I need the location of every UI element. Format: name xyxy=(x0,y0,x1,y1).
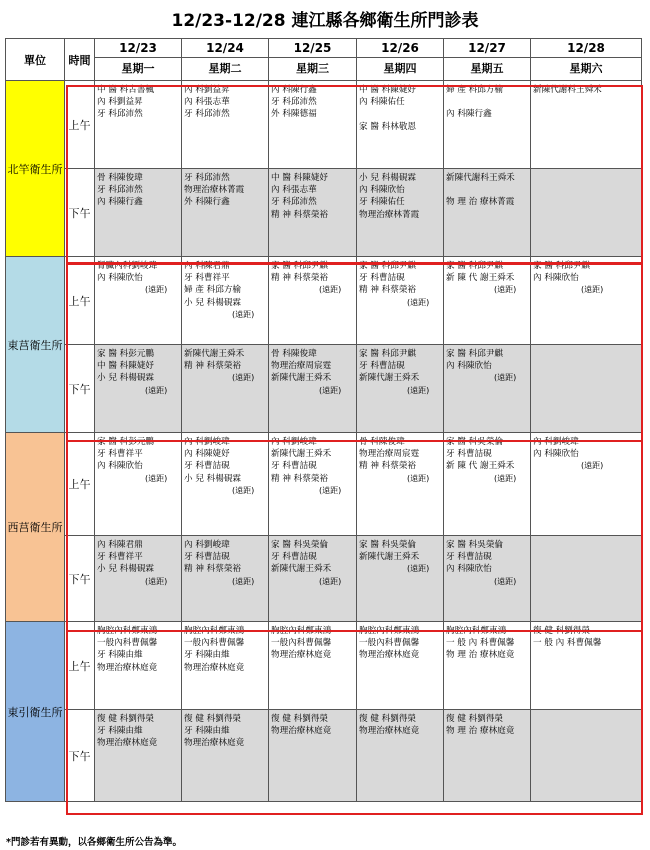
doctor-entry: 家 醫 科邱尹麒 xyxy=(271,261,329,271)
doctor-entry: 復 健 科劉得榮 xyxy=(184,714,242,724)
clinic-slot-cell xyxy=(269,536,357,622)
doctor-entry: 新陳代謝王舜禾 xyxy=(271,373,332,384)
doctor-entry: 牙 科曹詰硯 xyxy=(359,273,405,284)
doctor-entry: 精 神 科蔡榮裕 xyxy=(359,461,417,472)
doctor-entry: 新 陳 代 謝王舜禾 xyxy=(446,461,515,472)
doctor-entry: 物理治療林菁霞 xyxy=(184,185,245,196)
doctor-entry xyxy=(446,96,529,108)
doctor-entry: 家 醫 科邱尹麒 xyxy=(359,261,417,271)
schedule-row xyxy=(6,169,642,257)
doctor-entry: 物理治療林庭竟 xyxy=(271,726,332,737)
doctor-entry: 牙 科曹祥平 xyxy=(97,449,143,460)
clinic-slot-cell xyxy=(357,622,444,710)
doctor-entry: 牙 科陳佑任 xyxy=(359,197,405,208)
doctor-entry: 精 神 科蔡榮裕 xyxy=(271,273,329,284)
remote-note: (遠距) xyxy=(145,385,168,395)
doctor-entry: 精 神 科蔡榮裕 xyxy=(184,361,242,372)
doctor-entry: 內 科劉益昇 xyxy=(184,85,230,95)
doctor-entry: 內 科陳欣怡 xyxy=(446,564,492,575)
doctor-entry: 復 健 科劉得榮 xyxy=(446,714,504,724)
remote-note: (遠距) xyxy=(319,385,342,395)
doctor-entry: 精 神 科蔡榮裕 xyxy=(271,209,329,220)
unit-header: 單位 xyxy=(6,39,65,81)
doctor-entry: 胸腔內科鄭東鴻 xyxy=(184,626,245,636)
clinic-slot-cell xyxy=(95,433,182,536)
clinic-slot-cell xyxy=(444,81,531,169)
session-time-cell: 下午 xyxy=(65,345,95,433)
weekday-header: 星期五 xyxy=(444,58,531,81)
doctor-entry: 家 醫 科林敬恩 xyxy=(359,121,417,132)
clinic-slot-cell xyxy=(95,710,182,802)
doctor-entry: 新陳代謝王舜禾 xyxy=(359,373,420,384)
doctor-entry: 新陳代謝王舜禾 xyxy=(359,552,420,563)
doctor-entry: 物理治療林庭竟 xyxy=(359,726,420,737)
clinic-slot-cell xyxy=(182,169,269,257)
weekday-header: 星期一 xyxy=(95,58,182,81)
date-header: 12/25 xyxy=(269,39,357,58)
doctor-entry: 小 兒 科楊硯霖 xyxy=(97,373,155,384)
doctor-entry: 一般內科曹佩馨 xyxy=(271,638,332,649)
schedule-row xyxy=(6,345,642,433)
doctor-entry: 內 科張志華 xyxy=(271,185,317,196)
unit-name-cell: 東引衛生所 xyxy=(6,622,65,802)
clinic-slot-cell xyxy=(269,169,357,257)
unit-name-cell: 東莒衛生所 xyxy=(6,257,65,433)
remote-note: (遠距) xyxy=(581,285,604,295)
doctor-entry: 牙 科邱沛然 xyxy=(271,197,317,208)
doctor-entry: 牙 科陳由維 xyxy=(184,650,230,661)
remote-note: (遠距) xyxy=(581,461,604,471)
doctor-entry: 一般內科曹佩馨 xyxy=(184,638,245,649)
doctor-entry: 內 科陳欣怡 xyxy=(97,273,143,284)
doctor-entry: 內 科陳行鑫 xyxy=(271,85,317,95)
doctor-entry: 牙 科曹詰硯 xyxy=(446,552,492,563)
doctor-entry: 家 醫 科彭元鵬 xyxy=(97,349,155,359)
doctor-entry: 內 科陳欣怡 xyxy=(533,449,579,460)
date-header: 12/24 xyxy=(182,39,269,58)
unit-name-cell: 西莒衛生所 xyxy=(6,433,65,622)
remote-note: (遠距) xyxy=(494,285,517,295)
remote-note: (遠距) xyxy=(232,309,255,319)
doctor-entry: 內 科陳行鑫 xyxy=(97,197,143,208)
doctor-entry: 內 科陳婕妤 xyxy=(184,449,230,460)
doctor-entry: 小 兒 科楊硯霖 xyxy=(184,473,242,484)
doctor-entry: 中 醫 科陳婕妤 xyxy=(97,361,155,372)
doctor-entry: 新陳代謝科王舜禾 xyxy=(446,173,515,183)
doctor-entry: 家 醫 科吳榮倫 xyxy=(446,540,504,550)
doctor-entry: 物理治療林庭竟 xyxy=(359,650,420,661)
clinic-slot-cell xyxy=(531,433,642,536)
clinic-slot-cell xyxy=(269,622,357,710)
doctor-entry: 一般內科曹佩馨 xyxy=(359,638,420,649)
doctor-entry: 內 科劉峻瑋 xyxy=(184,437,230,447)
doctor-entry: 胸腔內科鄭東鴻 xyxy=(446,626,507,636)
clinic-slot-cell xyxy=(444,710,531,802)
doctor-entry: 物 理 治 療林菁霞 xyxy=(446,197,515,208)
doctor-entry: 精 神 科蔡榮裕 xyxy=(184,564,242,575)
doctor-entry: 家 醫 科邱尹麒 xyxy=(446,261,504,271)
doctor-entry: 新陳代謝王舜禾 xyxy=(184,349,245,359)
clinic-slot-cell xyxy=(182,433,269,536)
clinic-slot-cell xyxy=(531,257,642,345)
remote-note: (遠距) xyxy=(145,285,168,295)
unit-name-cell: 北竿衛生所 xyxy=(6,81,65,257)
doctor-entry: 內 科劉峻瑋 xyxy=(533,437,579,447)
doctor-entry: 復 健 科劉得榮 xyxy=(359,714,417,724)
doctor-entry: 牙 科邱沛然 xyxy=(97,109,143,120)
schedule-row xyxy=(6,710,642,802)
weekday-header: 星期六 xyxy=(531,58,642,81)
page-title: 12/23-12/28 連江縣各鄉衛生所門診表 xyxy=(171,11,479,31)
doctor-entry: 一 般 內 科曹佩馨 xyxy=(446,638,515,649)
doctor-entry: 牙 科曹祥平 xyxy=(97,552,143,563)
doctor-entry: 新陳代謝科王舜禾 xyxy=(533,85,602,95)
remote-note: (遠距) xyxy=(232,373,255,383)
doctor-entry: 中 醫 科古書楓 xyxy=(97,85,155,95)
clinic-slot-cell xyxy=(269,433,357,536)
date-header: 12/28 xyxy=(531,39,642,58)
clinic-slot-cell xyxy=(444,536,531,622)
clinic-slot-cell xyxy=(357,257,444,345)
doctor-entry: 物 理 治 療林庭竟 xyxy=(446,650,515,661)
doctor-entry: 內 科劉峻瑋 xyxy=(184,540,230,550)
clinic-slot-cell xyxy=(269,257,357,345)
clinic-slot-cell xyxy=(531,81,642,169)
doctor-entry: 小 兒 科楊硯霖 xyxy=(184,297,242,308)
doctor-entry: 牙 科邱沛然 xyxy=(271,97,317,108)
doctor-entry: 腎臟內科劉峻瑋 xyxy=(97,261,158,271)
doctor-entry: 牙 科邱沛然 xyxy=(97,185,143,196)
schedule-row xyxy=(6,433,642,536)
remote-note: (遠距) xyxy=(494,373,517,383)
remote-note: (遠距) xyxy=(319,485,342,495)
doctor-entry: 精 神 科蔡榮裕 xyxy=(359,285,417,296)
clinic-slot-cell xyxy=(182,81,269,169)
doctor-entry: 小 兒 科楊硯霖 xyxy=(359,173,417,183)
remote-note: (遠距) xyxy=(145,576,168,586)
doctor-entry xyxy=(359,108,442,120)
doctor-entry: 胸腔內科鄭東鴻 xyxy=(97,626,158,636)
doctor-entry: 牙 科邱沛然 xyxy=(184,173,230,183)
doctor-entry: 牙 科陳由維 xyxy=(97,650,143,661)
schedule-row xyxy=(6,257,642,345)
clinic-slot-cell xyxy=(95,622,182,710)
clinic-slot-cell xyxy=(182,345,269,433)
session-time-cell: 上午 xyxy=(65,433,95,536)
clinic-slot-cell xyxy=(95,169,182,257)
doctor-entry: 內 科張志華 xyxy=(184,97,230,108)
doctor-entry: 復 健 科劉得榮 xyxy=(271,714,329,724)
doctor-entry: 內 科陳君鼎 xyxy=(97,540,143,550)
remote-note: (遠距) xyxy=(494,473,517,483)
doctor-entry: 物理治療林菁霞 xyxy=(359,209,420,220)
clinic-slot-cell xyxy=(531,710,642,802)
doctor-entry: 內 科劉益昇 xyxy=(97,97,143,108)
session-time-cell: 下午 xyxy=(65,710,95,802)
doctor-entry: 內 科陳欣怡 xyxy=(533,273,579,284)
clinic-slot-cell xyxy=(531,622,642,710)
clinic-slot-cell xyxy=(95,536,182,622)
doctor-entry: 家 醫 科邱尹麒 xyxy=(359,349,417,359)
doctor-entry: 小 兒 科楊硯霖 xyxy=(97,564,155,575)
doctor-entry: 一般內科曹佩馨 xyxy=(97,638,158,649)
doctor-entry: 婦 產 科邱方榆 xyxy=(446,85,504,95)
doctor-entry: 骨 科陳俊瑋 xyxy=(271,349,317,359)
remote-note: (遠距) xyxy=(494,576,517,586)
doctor-entry: 新陳代謝王舜禾 xyxy=(271,564,332,575)
doctor-entry: 牙 科曹詰硯 xyxy=(271,461,317,472)
weekday-header: 星期二 xyxy=(182,58,269,81)
doctor-entry: 家 醫 科邱尹麒 xyxy=(446,349,504,359)
doctor-entry: 家 醫 科吳榮倫 xyxy=(446,437,504,447)
clinic-slot-cell xyxy=(357,169,444,257)
remote-note: (遠距) xyxy=(407,564,430,574)
remote-note: (遠距) xyxy=(232,485,255,495)
session-time-cell: 上午 xyxy=(65,257,95,345)
doctor-entry: 內 科陳佑任 xyxy=(359,97,405,108)
clinic-slot-cell xyxy=(182,536,269,622)
clinic-slot-cell xyxy=(182,257,269,345)
remote-note: (遠距) xyxy=(232,576,255,586)
doctor-entry: 新 陳 代 謝王舜禾 xyxy=(446,273,515,284)
doctor-entry: 內 科陳欣怡 xyxy=(359,185,405,196)
doctor-entry: 內 科陳欣怡 xyxy=(446,361,492,372)
doctor-entry: 內 科劉峻瑋 xyxy=(271,437,317,447)
remote-note: (遠距) xyxy=(319,576,342,586)
remote-note: (遠距) xyxy=(407,385,430,395)
clinic-slot-cell xyxy=(357,536,444,622)
remote-note: (遠距) xyxy=(407,297,430,307)
clinic-slot-cell xyxy=(357,81,444,169)
session-time-cell: 上午 xyxy=(65,622,95,710)
clinic-slot-cell xyxy=(95,257,182,345)
remote-note: (遠距) xyxy=(407,473,430,483)
session-time-cell: 上午 xyxy=(65,81,95,169)
doctor-entry: 外 科陳德福 xyxy=(271,109,317,120)
schedule-row xyxy=(6,536,642,622)
time-header: 時間 xyxy=(65,39,95,81)
doctor-entry xyxy=(446,184,529,196)
clinic-slot-cell xyxy=(444,433,531,536)
clinic-slot-cell xyxy=(444,169,531,257)
clinic-slot-cell xyxy=(95,345,182,433)
doctor-entry: 牙 科曹詰硯 xyxy=(184,552,230,563)
remote-note: (遠距) xyxy=(145,473,168,483)
doctor-entry: 物 理 治 療林庭竟 xyxy=(446,726,515,737)
clinic-slot-cell xyxy=(531,345,642,433)
doctor-entry: 物理治療周宸霆 xyxy=(359,449,420,460)
clinic-slot-cell xyxy=(269,710,357,802)
doctor-entry: 牙 科曹詰硯 xyxy=(446,449,492,460)
doctor-entry: 一 般 內 科曹佩馨 xyxy=(533,638,602,649)
doctor-entry: 外 科陳行鑫 xyxy=(184,197,230,208)
clinic-slot-cell xyxy=(182,710,269,802)
doctor-entry: 精 神 科蔡榮裕 xyxy=(271,473,329,484)
clinic-slot-cell xyxy=(95,81,182,169)
clinic-slot-cell xyxy=(182,622,269,710)
clinic-slot-cell xyxy=(357,345,444,433)
doctor-entry: 物理治療林庭竟 xyxy=(97,662,158,673)
doctor-entry: 牙 科曹詰硯 xyxy=(271,552,317,563)
doctor-entry: 牙 科陳由維 xyxy=(184,726,230,737)
clinic-slot-cell xyxy=(444,257,531,345)
doctor-entry: 內 科陳君鼎 xyxy=(184,261,230,271)
doctor-entry: 物理治療林庭竟 xyxy=(184,738,245,749)
doctor-entry: 家 醫 科吳榮倫 xyxy=(359,540,417,550)
doctor-entry: 牙 科曹詰硯 xyxy=(359,361,405,372)
doctor-entry: 家 醫 科彭元鵬 xyxy=(97,437,155,447)
doctor-entry: 牙 科曹詰硯 xyxy=(184,461,230,472)
clinic-schedule-table xyxy=(5,38,642,802)
clinic-slot-cell xyxy=(531,536,642,622)
clinic-slot-cell xyxy=(269,81,357,169)
clinic-slot-cell xyxy=(444,345,531,433)
doctor-entry: 內 科陳行鑫 xyxy=(446,109,492,120)
doctor-entry: 新陳代謝王舜禾 xyxy=(271,449,332,460)
clinic-slot-cell xyxy=(269,345,357,433)
clinic-slot-cell xyxy=(357,710,444,802)
date-header: 12/26 xyxy=(357,39,444,58)
doctor-entry: 胸腔內科鄭東鴻 xyxy=(359,626,420,636)
doctor-entry: 骨 科陳俊瑋 xyxy=(97,173,143,183)
doctor-entry: 中 醫 科陳婕妤 xyxy=(359,85,417,95)
doctor-entry: 胸腔內科鄭東鴻 xyxy=(271,626,332,636)
doctor-entry: 復 健 科劉得榮 xyxy=(97,714,155,724)
doctor-entry: 牙 科邱沛然 xyxy=(184,109,230,120)
clinic-slot-cell xyxy=(444,622,531,710)
doctor-entry: 復 健 科劉得榮 xyxy=(533,626,591,636)
clinic-slot-cell xyxy=(357,433,444,536)
date-header: 12/27 xyxy=(444,39,531,58)
doctor-entry: 婦 產 科邱方榆 xyxy=(184,285,242,296)
clinic-slot-cell xyxy=(531,169,642,257)
footnote: *門診若有異動，以各鄉衛生所公告為準。 xyxy=(6,837,182,848)
doctor-entry: 物理治療林庭竟 xyxy=(184,662,245,673)
doctor-entry: 家 醫 科邱尹麒 xyxy=(533,261,591,271)
doctor-entry: 牙 科陳由維 xyxy=(97,726,143,737)
weekday-header: 星期三 xyxy=(269,58,357,81)
weekday-header: 星期四 xyxy=(357,58,444,81)
doctor-entry: 骨 科陳俊瑋 xyxy=(359,437,405,447)
session-time-cell: 下午 xyxy=(65,169,95,257)
schedule-row xyxy=(6,81,642,169)
doctor-entry: 物理治療周宸霆 xyxy=(271,361,332,372)
doctor-entry: 物理治療林庭竟 xyxy=(271,650,332,661)
date-header: 12/23 xyxy=(95,39,182,58)
session-time-cell: 下午 xyxy=(65,536,95,622)
remote-note: (遠距) xyxy=(319,285,342,295)
doctor-entry: 牙 科曹祥平 xyxy=(184,273,230,284)
doctor-entry: 物理治療林庭竟 xyxy=(97,738,158,749)
doctor-entry: 內 科陳欣怡 xyxy=(97,461,143,472)
doctor-entry: 中 醫 科陳婕妤 xyxy=(271,173,329,183)
schedule-row xyxy=(6,622,642,710)
doctor-entry: 家 醫 科吳榮倫 xyxy=(271,540,329,550)
